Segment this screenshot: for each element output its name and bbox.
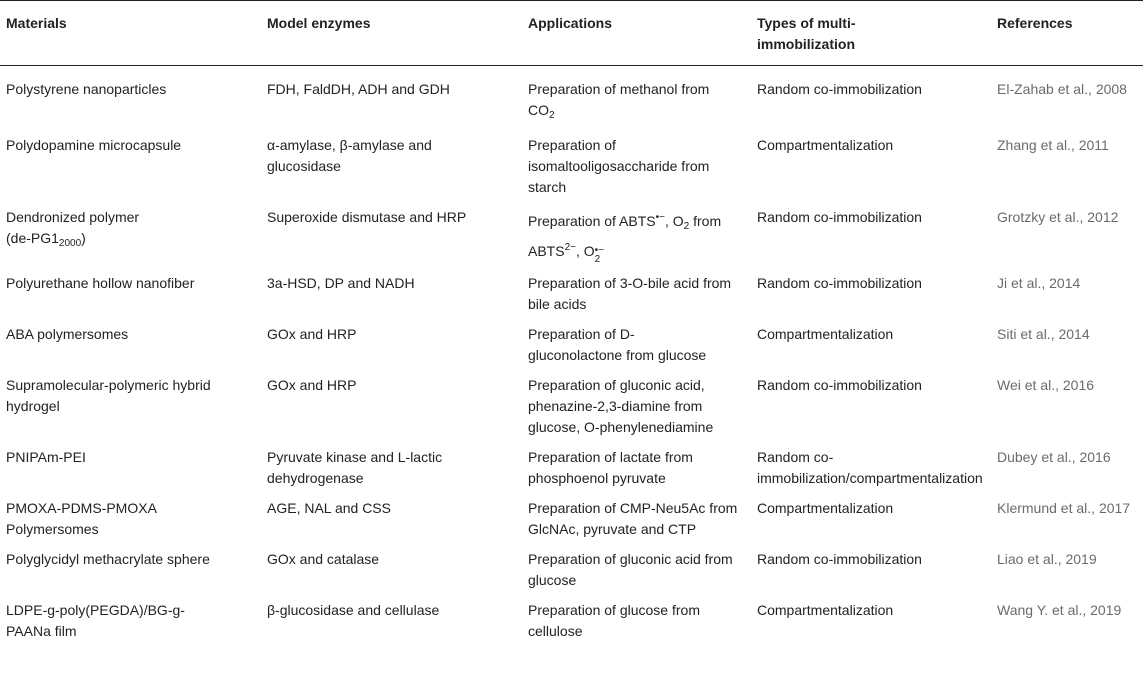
- cell-reference: Wei et al., 2016: [997, 377, 1095, 393]
- table-row: [0, 492, 1143, 543]
- table-row: [0, 543, 1143, 594]
- cell-material: ABA polymersomes: [6, 326, 129, 342]
- superscript: •−: [655, 212, 665, 223]
- cell-type: Random co-immobilization: [757, 209, 922, 225]
- cell-application: Preparation of gluconic acid from glucose: [528, 551, 733, 588]
- cell-reference: Ji et al., 2014: [997, 275, 1081, 291]
- cell-material: PNIPAm-PEI: [6, 449, 86, 465]
- table-row: [0, 129, 1143, 201]
- cell-enzymes: Superoxide dismutase and HRP: [267, 209, 467, 225]
- superscript: 2−: [564, 242, 576, 253]
- sub-superscript: [595, 246, 604, 264]
- cell-material: Polyurethane hollow nanofiber: [6, 275, 195, 291]
- cell-reference: Zhang et al., 2011: [997, 137, 1109, 153]
- application-text: , O: [664, 213, 684, 229]
- cell-reference: El-Zahab et al., 2008: [997, 81, 1127, 97]
- material-text: Dendronized polymer (de-PG1: [6, 209, 140, 246]
- cell-material: Supramolecular-polymeric hybrid hydrogel: [6, 377, 211, 414]
- cell-enzymes: β-glucosidase and cellulase: [267, 602, 440, 618]
- cell-reference: Wang Y. et al., 2019: [997, 602, 1122, 618]
- cell-enzymes: GOx and catalase: [267, 551, 380, 567]
- table-row: [0, 66, 1143, 130]
- subscript: 2000: [58, 238, 82, 249]
- cell-type: Random co-immobilization: [757, 551, 922, 567]
- cell-application: [522, 66, 751, 130]
- cell-material: LDPE-g-poly(PEGDA)/BG-g-PAANa film: [6, 602, 185, 639]
- cell-type: Compartmentalization: [757, 602, 894, 618]
- subscript: 2: [594, 254, 601, 265]
- application-text: Preparation of methanol from CO: [528, 81, 710, 118]
- cell-type: Compartmentalization: [757, 137, 894, 153]
- header-model-enzymes: Model enzymes: [261, 1, 522, 66]
- cell-type: Random co-immobilization: [757, 81, 922, 97]
- table-row: [0, 318, 1143, 369]
- cell-material: Polyglycidyl methacrylate sphere: [6, 551, 210, 567]
- table-row: [0, 201, 1143, 267]
- subscript: 2: [683, 221, 690, 232]
- table-row: [0, 369, 1143, 441]
- cell-material: Polydopamine microcapsule: [6, 137, 182, 153]
- cell-type: Compartmentalization: [757, 326, 894, 342]
- cell-material: Polystyrene nanoparticles: [6, 81, 167, 97]
- header-types: Types of multi-immobilization: [751, 1, 991, 66]
- cell-type: Random co-immobilization: [757, 377, 922, 393]
- header-references: References: [991, 1, 1143, 66]
- header-applications: Applications: [522, 1, 751, 66]
- table-row: [0, 441, 1143, 492]
- cell-enzymes: α-amylase, β-amylase and glucosidase: [267, 137, 432, 174]
- cell-material: PMOXA-PDMS-PMOXA Polymersomes: [6, 500, 157, 537]
- application-text: Preparation of ABTS: [528, 213, 656, 229]
- material-text-end: ): [81, 230, 86, 246]
- cell-type: Random co-immobilization/compartmentalization: [757, 449, 983, 486]
- cell-enzymes: GOx and HRP: [267, 326, 357, 342]
- cell-material: [0, 201, 261, 267]
- cell-enzymes: FDH, FaldDH, ADH and GDH: [267, 81, 450, 97]
- subscript: 2: [549, 110, 555, 121]
- cell-application: Preparation of D-gluconolactone from glucose: [528, 326, 707, 363]
- application-text: , O: [575, 243, 595, 259]
- table-row: [0, 267, 1143, 318]
- table-row: [0, 594, 1143, 647]
- table-body: [0, 66, 1143, 648]
- cell-enzymes: GOx and HRP: [267, 377, 357, 393]
- cell-enzymes: Pyruvate kinase and L-lactic dehydrogenase: [267, 449, 443, 486]
- cell-enzymes: AGE, NAL and CSS: [267, 500, 391, 516]
- cell-reference: Dubey et al., 2016: [997, 449, 1111, 465]
- cell-application: Preparation of isomaltooligosaccharide from starch: [528, 137, 710, 195]
- header-row: [0, 1, 1143, 66]
- application-text: from ABTS: [528, 213, 722, 259]
- cell-application: Preparation of gluconic acid, phenazine-2,3-diamine from glucose, O-phenylenediamine: [528, 377, 714, 435]
- cell-application: Preparation of lactate from phosphoenol pyruvate: [528, 449, 693, 486]
- cell-reference: Liao et al., 2019: [997, 551, 1097, 567]
- header-materials: Materials: [0, 1, 261, 66]
- cell-type: Compartmentalization: [757, 500, 894, 516]
- cell-application: Preparation of 3-O-bile acid from bile acids: [528, 275, 732, 312]
- superscript: •−: [594, 245, 604, 256]
- cell-reference: Siti et al., 2014: [997, 326, 1090, 342]
- cell-type: Random co-immobilization: [757, 275, 922, 291]
- table-header: [0, 1, 1143, 66]
- cell-enzymes: 3a-HSD, DP and NADH: [267, 275, 415, 291]
- cell-application: Preparation of glucose from cellulose: [528, 602, 700, 639]
- cell-application: [522, 201, 751, 267]
- cell-reference: Klermund et al., 2017: [997, 500, 1131, 516]
- cell-reference: Grotzky et al., 2012: [997, 209, 1119, 225]
- cell-application: Preparation of CMP-Neu5Ac from GlcNAc, pyruvate and CTP: [528, 500, 738, 537]
